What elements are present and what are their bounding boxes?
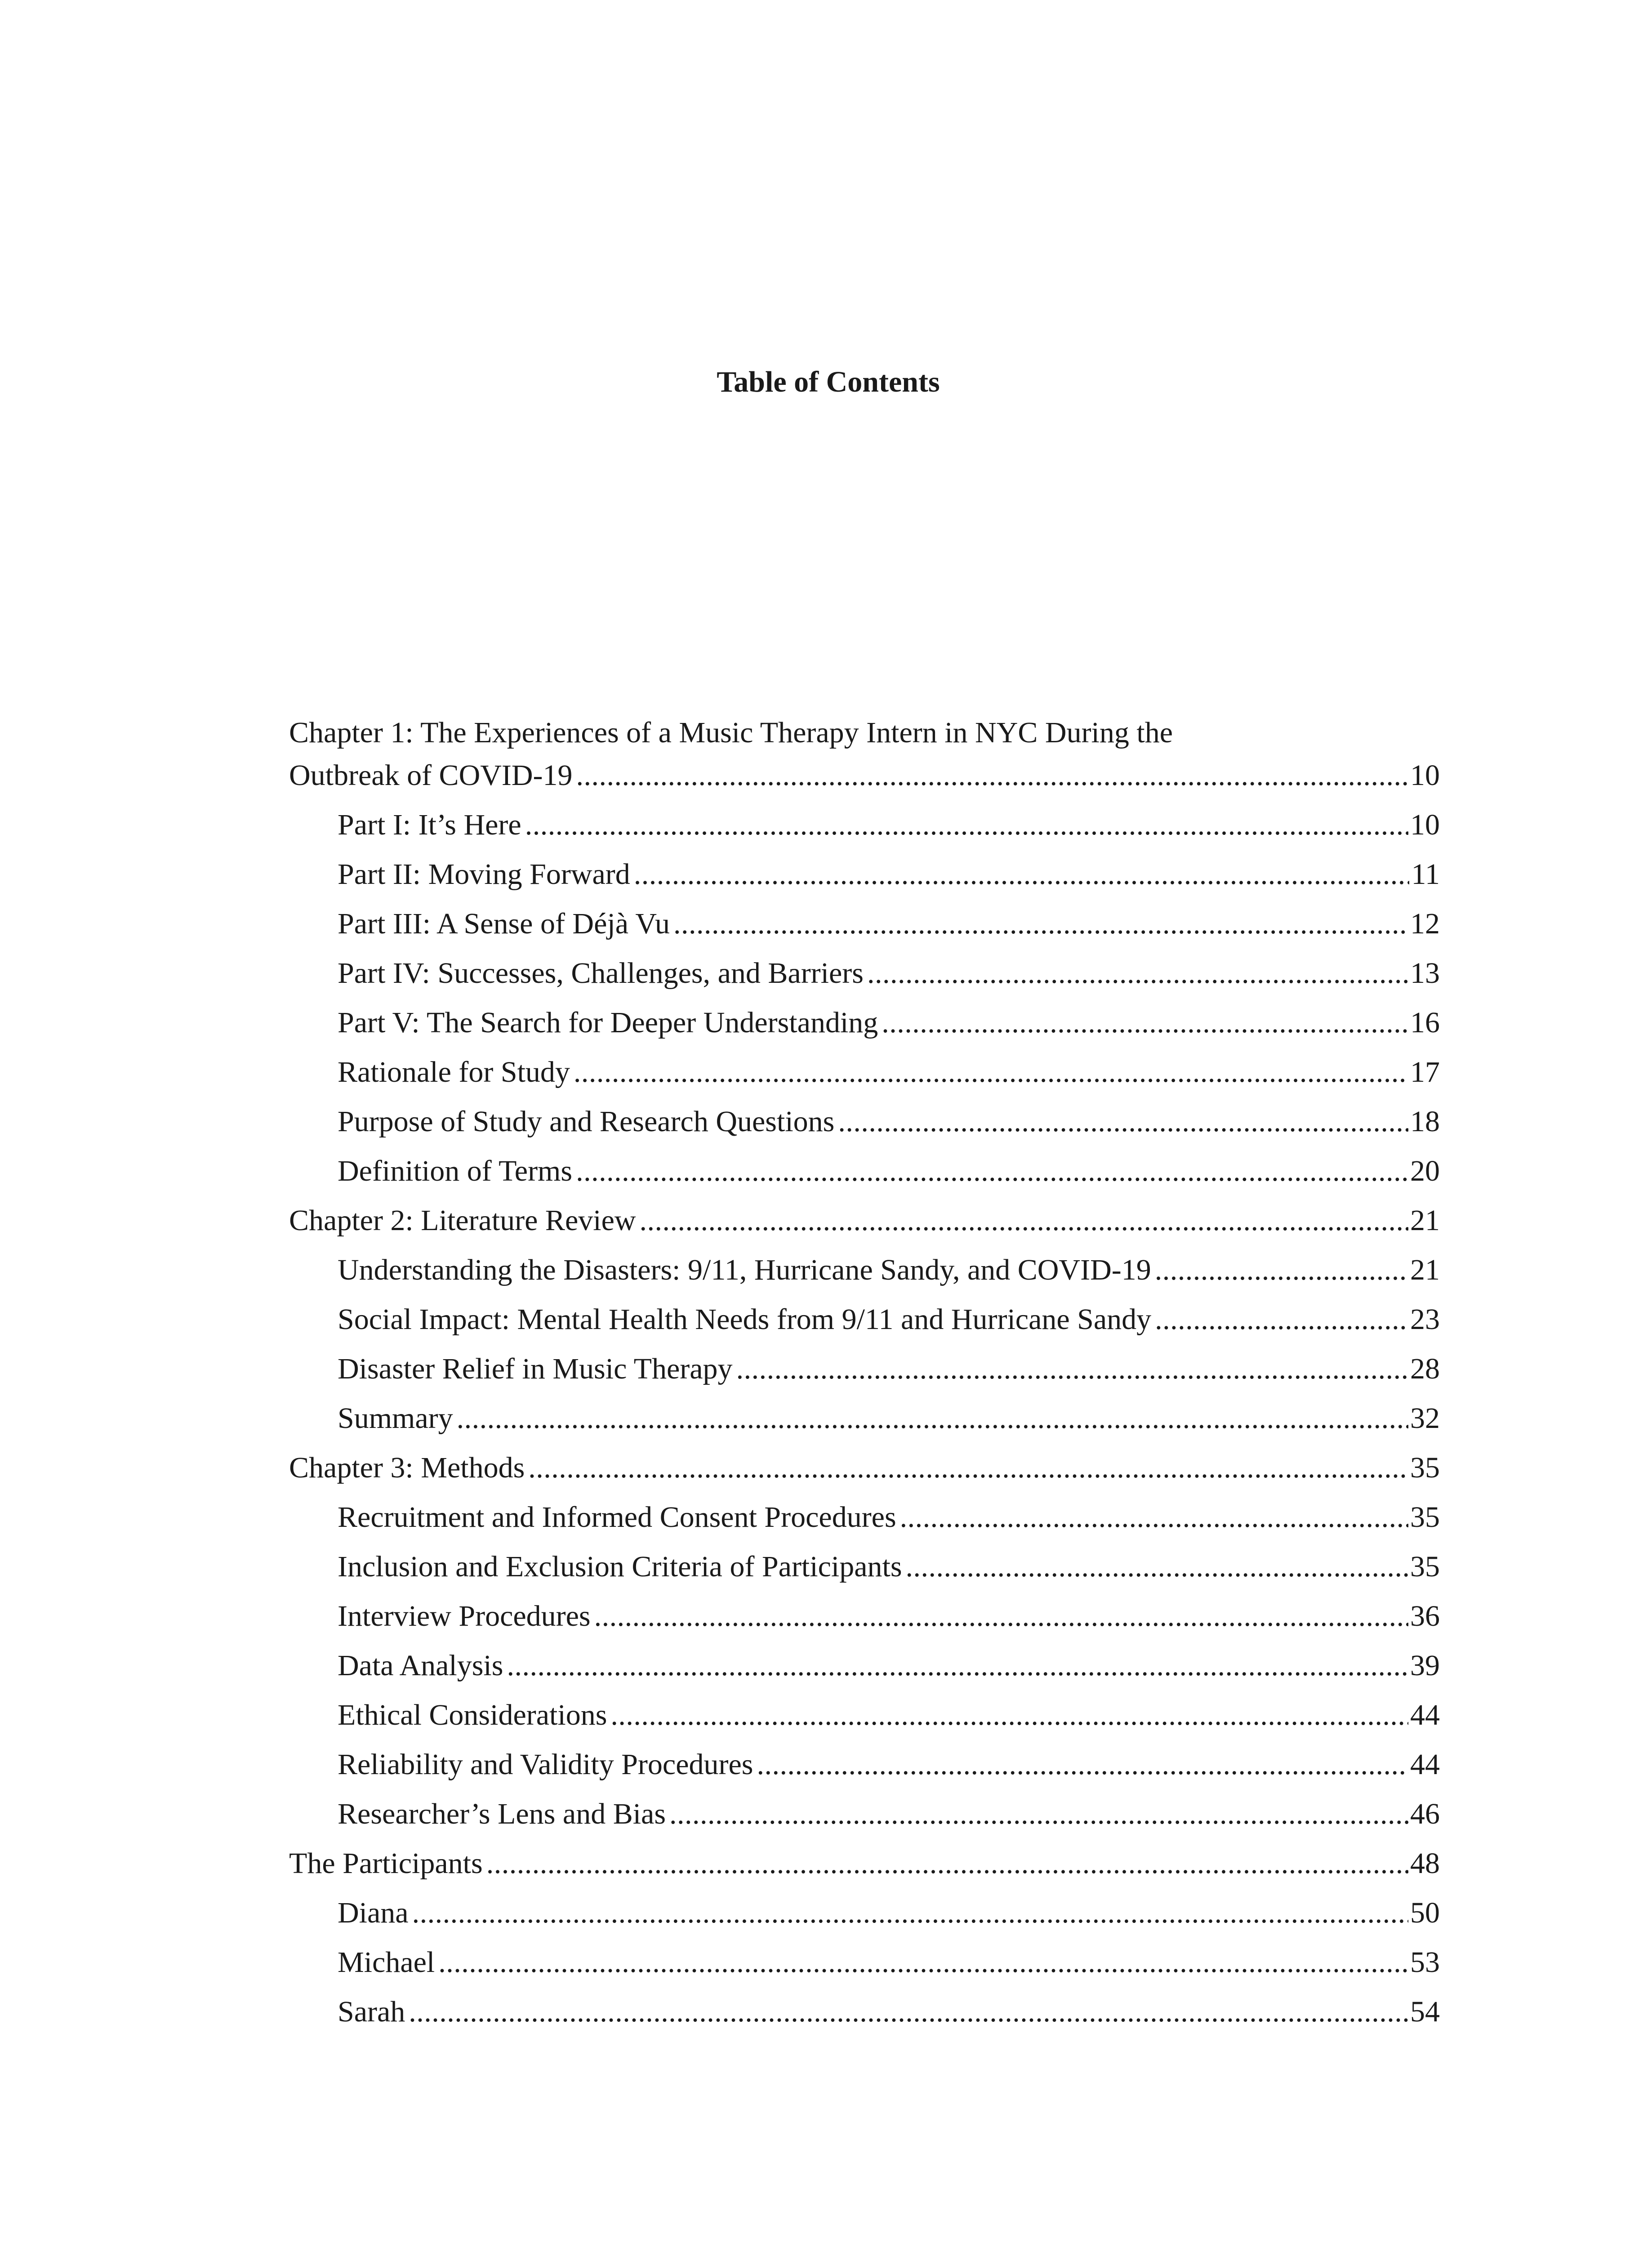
toc-page-number: 17 — [1408, 1048, 1440, 1097]
toc-entry-label: Part III: A Sense of Déjà Vu — [338, 899, 673, 949]
toc-entry-reliability-validity[interactable] — [289, 1740, 1440, 1789]
toc-entry-part-1[interactable] — [289, 800, 1440, 850]
dot-leader — [634, 850, 1410, 899]
toc-page-number: 54 — [1408, 1987, 1440, 2037]
toc-page-number: 35 — [1408, 1493, 1440, 1542]
page-title: Table of Contents — [717, 366, 940, 398]
dot-leader — [640, 1196, 1408, 1245]
toc-entry-definitions[interactable] — [289, 1146, 1440, 1196]
toc-page-number: 44 — [1408, 1690, 1440, 1740]
toc-entry-disaster-relief[interactable] — [289, 1344, 1440, 1394]
dot-leader — [409, 1987, 1408, 2037]
toc-entry-label: Reliability and Validity Procedures — [338, 1740, 757, 1789]
toc-page-number: 10 — [1408, 800, 1440, 850]
toc-entry-part-2[interactable] — [289, 850, 1440, 899]
toc-entry-participants[interactable] — [289, 1839, 1440, 1888]
toc-entry-label: Chapter 3: Methods — [289, 1443, 528, 1493]
toc-page-number: 13 — [1408, 949, 1440, 998]
toc-page-number: 44 — [1408, 1740, 1440, 1789]
dot-leader — [906, 1542, 1408, 1592]
toc-entry-label: Data Analysis — [338, 1641, 507, 1690]
toc-entry-sarah[interactable] — [289, 1987, 1440, 2037]
dot-leader — [673, 899, 1408, 949]
dot-leader — [412, 1888, 1408, 1938]
toc-entry-label: Diana — [338, 1888, 412, 1938]
toc-entry-label: The Participants — [289, 1839, 486, 1888]
dot-leader — [528, 1443, 1408, 1493]
dot-leader — [576, 751, 1408, 800]
toc-page-number: 50 — [1408, 1888, 1440, 1938]
dot-leader — [457, 1394, 1408, 1443]
dot-leader — [574, 1048, 1408, 1097]
toc-entry-purpose[interactable] — [289, 1097, 1440, 1146]
toc-entry-recruitment[interactable] — [289, 1493, 1440, 1542]
toc-entry-social-impact[interactable] — [289, 1295, 1440, 1344]
toc-entry-label: Interview Procedures — [338, 1592, 594, 1641]
dot-leader — [610, 1690, 1408, 1740]
toc-entry-label: Rationale for Study — [338, 1048, 574, 1097]
toc-page-number: 39 — [1408, 1641, 1440, 1690]
toc-entry-part-3[interactable] — [289, 899, 1440, 949]
toc-entry-part-4[interactable] — [289, 949, 1440, 998]
toc-entry-label: Summary — [338, 1394, 457, 1443]
toc-page-number: 10 — [1408, 751, 1440, 800]
dot-leader — [838, 1097, 1408, 1146]
toc-page-number: 18 — [1408, 1097, 1440, 1146]
dot-leader — [525, 800, 1408, 850]
toc-entry-label: Part V: The Search for Deeper Understanding — [338, 998, 882, 1048]
toc-page-number: 53 — [1408, 1938, 1440, 1987]
toc-entry-ethical-considerations[interactable] — [289, 1690, 1440, 1740]
dot-leader — [757, 1740, 1408, 1789]
table-of-contents — [289, 715, 1440, 2037]
toc-entry-understanding-disasters[interactable] — [289, 1245, 1440, 1295]
dot-leader — [1155, 1245, 1408, 1295]
toc-page-number: 36 — [1408, 1592, 1440, 1641]
toc-page-number: 12 — [1408, 899, 1440, 949]
toc-entry-diana[interactable] — [289, 1888, 1440, 1938]
toc-entry-label: Purpose of Study and Research Questions — [338, 1097, 838, 1146]
toc-entry-label: Social Impact: Mental Health Needs from 9/11 and Hurricane Sandy — [338, 1295, 1155, 1344]
dot-leader — [576, 1146, 1408, 1196]
toc-page-number: 20 — [1408, 1146, 1440, 1196]
dot-leader — [486, 1839, 1408, 1888]
toc-page-number: 21 — [1408, 1196, 1440, 1245]
toc-entry-label: Ethical Considerations — [338, 1690, 610, 1740]
dot-leader — [867, 949, 1408, 998]
toc-entry-label: Sarah — [338, 1987, 409, 2037]
toc-entry-label: Outbreak of COVID-19 — [289, 751, 576, 800]
toc-page-number: 35 — [1408, 1542, 1440, 1592]
toc-entry-researcher-lens[interactable] — [289, 1789, 1440, 1839]
toc-entry-chapter-2[interactable] — [289, 1196, 1440, 1245]
toc-page-number: 23 — [1408, 1295, 1440, 1344]
toc-page-number: 21 — [1408, 1245, 1440, 1295]
toc-entry-summary[interactable] — [289, 1394, 1440, 1443]
toc-page-number: 16 — [1408, 998, 1440, 1048]
toc-page-number: 28 — [1408, 1344, 1440, 1394]
dot-leader — [736, 1344, 1408, 1394]
dot-leader — [594, 1592, 1408, 1641]
toc-entry-label: Researcher’s Lens and Bias — [338, 1789, 669, 1839]
dot-leader — [669, 1789, 1408, 1839]
toc-entry-label: Chapter 2: Literature Review — [289, 1196, 640, 1245]
dot-leader — [1155, 1295, 1408, 1344]
toc-entry-inclusion-exclusion[interactable] — [289, 1542, 1440, 1592]
toc-entry-data-analysis[interactable] — [289, 1641, 1440, 1690]
toc-entry-label: Understanding the Disasters: 9/11, Hurricane Sandy, and COVID-19 — [338, 1245, 1155, 1295]
dot-leader — [507, 1641, 1408, 1690]
toc-page-number: 11 — [1409, 850, 1440, 899]
toc-entry-label: Recruitment and Informed Consent Procedures — [338, 1493, 900, 1542]
toc-entry-interview-procedures[interactable] — [289, 1592, 1440, 1641]
dot-leader — [900, 1493, 1408, 1542]
toc-entry-label: Part II: Moving Forward — [338, 850, 634, 899]
toc-entry-label: Definition of Terms — [338, 1146, 576, 1196]
dot-leader — [438, 1938, 1408, 1987]
toc-page-number: 35 — [1408, 1443, 1440, 1493]
toc-entry-chapter-3[interactable] — [289, 1443, 1440, 1493]
toc-entry-part-5[interactable] — [289, 998, 1440, 1048]
toc-entry-label: Michael — [338, 1938, 438, 1987]
dot-leader — [882, 998, 1408, 1048]
toc-entry-label: Inclusion and Exclusion Criteria of Participants — [338, 1542, 906, 1592]
toc-page-number: 46 — [1408, 1789, 1440, 1839]
toc-entry-michael[interactable] — [289, 1938, 1440, 1987]
toc-page-number: 32 — [1408, 1394, 1440, 1443]
toc-page-number: 48 — [1408, 1839, 1440, 1888]
toc-entry-chapter-1[interactable] — [289, 715, 1440, 800]
toc-entry-rationale[interactable] — [289, 1048, 1440, 1097]
toc-entry-label: Disaster Relief in Music Therapy — [338, 1344, 736, 1394]
toc-entry-label: Part I: It’s Here — [338, 800, 525, 850]
toc-entry-label: Part IV: Successes, Challenges, and Barriers — [338, 949, 867, 998]
toc-entry-label-line-1: Chapter 1: The Experiences of a Music Therapy Intern in NYC During the — [289, 716, 1173, 749]
